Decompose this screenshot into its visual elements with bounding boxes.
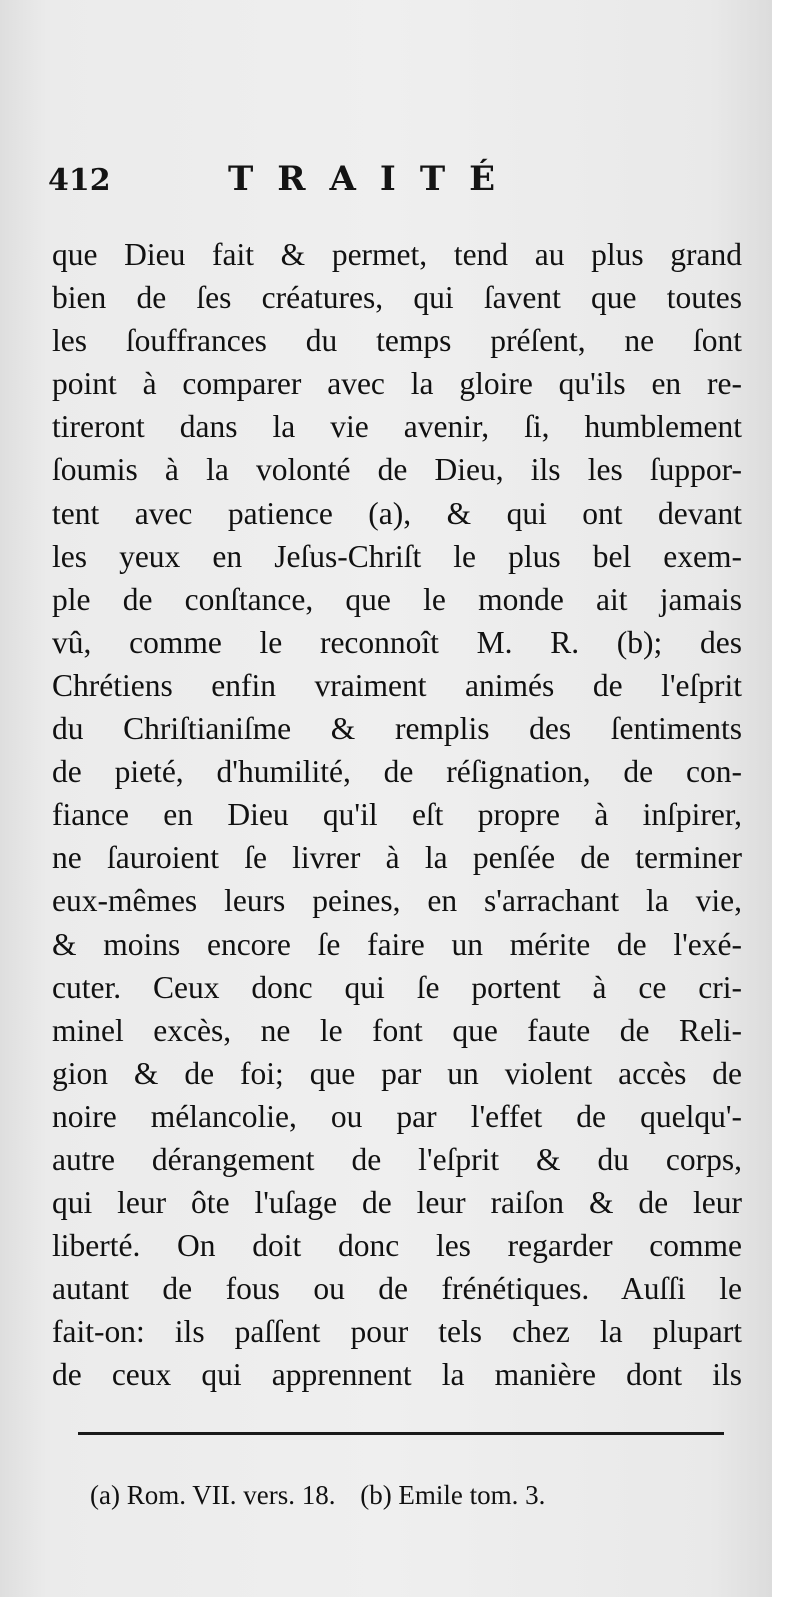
running-title: TRAITÉ — [228, 159, 520, 199]
text-line: ſoumis à la volonté de Dieu, ils les ſuppor- — [52, 452, 742, 488]
text-line: liberté. On doit donc les regarder comme — [52, 1228, 742, 1264]
footnote-a: (a) Rom. VII. vers. 18. — [90, 1480, 336, 1510]
text-line: autant de fous ou de frénétiques. Auſſi le — [52, 1271, 742, 1307]
text-line: que Dieu fait & permet, tend au plus grand — [52, 237, 742, 272]
text-line: de ceux qui apprennent la manière dont ils — [52, 1357, 742, 1393]
footnotes — [90, 1480, 690, 1511]
text-line: les yeux en Jeſus-Chriſt le plus bel exem- — [52, 538, 742, 574]
text-line: Chrétiens enfin vraiment animés de l'eſprit — [52, 667, 742, 703]
text-line: fait-on: ils paſſent pour tels chez la plupart — [52, 1314, 742, 1350]
text-line: bien de ſes créatures, qui ſavent que toutes — [52, 280, 742, 316]
page-number: 412 — [48, 163, 111, 198]
text-line: ne ſauroient ſe livrer à la penſée de terminer — [52, 840, 742, 876]
text-line: gion & de foi; que par un violent accès de — [52, 1055, 742, 1091]
text-line: cuter. Ceux donc qui ſe portent à ce cri- — [52, 969, 742, 1005]
text-line: ple de conſtance, que le monde ait jamais — [52, 581, 742, 617]
text-line: de pieté, d'humilité, de réſignation, de con- — [52, 754, 742, 790]
page-header — [48, 155, 738, 205]
text-line: autre dérangement de l'eſprit & du corps, — [52, 1141, 742, 1177]
text-line: vû, comme le reconnoît M. R. (b); des — [52, 624, 742, 660]
text-line: noire mélancolie, ou par l'effet de quelqu'- — [52, 1098, 742, 1134]
page-edge — [772, 0, 800, 1597]
text-line: tent avec patience (a), & qui ont devant — [52, 495, 742, 531]
footnote-rule — [78, 1432, 724, 1435]
text-line: du Chriſtianiſme & remplis des ſentiments — [52, 711, 742, 747]
text-line: qui leur ôte l'uſage de leur raiſon & de leur — [52, 1185, 742, 1221]
text-line: & moins encore ſe faire un mérite de l'exé- — [52, 926, 742, 962]
text-line: tireront dans la vie avenir, ſi, humblement — [52, 409, 742, 445]
text-line: eux-mêmes leurs peines, en s'arrachant la vie, — [52, 883, 742, 919]
text-line: minel excès, ne le font que faute de Reli- — [52, 1012, 742, 1048]
text-line: fiance en Dieu qu'il eſt propre à inſpirer, — [52, 797, 742, 833]
footnote-b: (b) Emile tom. 3. — [360, 1480, 546, 1510]
body-text — [52, 233, 742, 1397]
text-line: point à comparer avec la gloire qu'ils en re- — [52, 366, 742, 402]
text-line: les ſouffrances du temps préſent, ne ſont — [52, 323, 742, 359]
